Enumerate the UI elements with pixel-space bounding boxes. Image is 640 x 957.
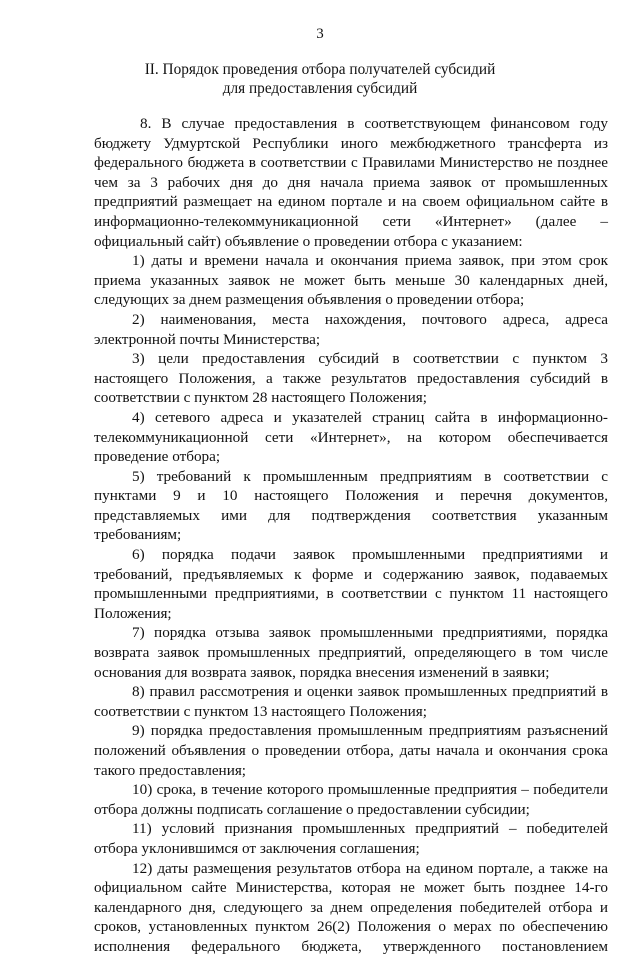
list-item-3: 3) цели предоставления субсидий в соответствии с пунктом 3 настоящего Положения, а также результатов предоставления субсидий в соответствии с пунктом 28 настоящего Положения;: [94, 350, 608, 407]
section-title: [0, 60, 640, 98]
list-item-8: 8) правил рассмотрения и оценки заявок промышленных предприятий в соответствии с пунктом 13 настоящего Положения;: [94, 683, 608, 720]
page-number: 3: [316, 26, 324, 42]
paragraph-8-intro: 8. В случае предоставления в соответствующем финансовом году бюджету Удмуртской Республики иного межбюджетного трансферта из федерального бюджета в соответствии с Правилами Министерство не позднее чем за 3 рабочих дня до дня начала приема заявок от промышленных предприятий размещает на едином портале и на своем официальном сайте в информационно-телекоммуникационной сети «Интернет» (далее – официальный сайт) объявление о проведении отбора с указанием:: [94, 115, 608, 250]
list-item-12: 12) даты размещения результатов отбора на едином портале, а также на официальном сайте Министерства, которая не может быть позднее 14-го календарного дня, следующего за днем определения победителей отбора и сроков, установленных пунктом 26(2) Положения о мерах по обеспечению исполнения федерального бюджета, утвержденного постановлением: [94, 859, 608, 955]
section-title-line-2: для предоставления субсидий: [222, 80, 418, 97]
list-item-10: 10) срока, в течение которого промышленные предприятия – победители отбора должны подписать соглашение о предоставлении субсидии;: [94, 781, 608, 818]
list-item-4: 4) сетевого адреса и указателей страниц сайта в информационно-телекоммуникационной сети «Интернет», на котором обеспечивается проведение отбора;: [94, 408, 608, 466]
list-item-2: 2) наименования, места нахождения, почтового адреса, адреса электронной почты Министерства;: [94, 310, 608, 348]
list-item-1: 1) даты и времени начала и окончания приема заявок, при этом срок приема указанных заявок не может быть меньше 30 календарных дней, следующих за днем размещения объявления о проведении отбора;: [94, 252, 608, 309]
list-item-11: 11) условий признания промышленных предприятий – победителей отбора уклонившимся от заключения соглашения;: [94, 820, 608, 857]
list-item-6: 6) порядка подачи заявок промышленными предприятиями и требований, предъявляемых к форме и содержанию заявок, подаваемых промышленными предприятиями, в соответствии с пунктом 11 настоящего Положения;: [94, 546, 608, 622]
list-item-9: 9) порядка предоставления промышленным предприятиям разъяснений положений объявления о проведении отбора, даты начала и окончания срока такого предоставления;: [94, 722, 608, 779]
list-item-5: 5) требований к промышленным предприятиям в соответствии с пунктами 9 и 10 настоящего Положения и перечня документов, представляемых ими для подтверждения соответствия указанным требованиям;: [94, 467, 608, 544]
section-title-line-1: II. Порядок проведения отбора получателей субсидий: [144, 61, 496, 78]
list-item-7: 7) порядка отзыва заявок промышленными предприятиями, порядка возврата заявок промышленных предприятий, определяющего в том числе основания для возврата заявок, порядка внесения изменений в заявки;: [94, 624, 608, 681]
body-text: [94, 114, 608, 957]
